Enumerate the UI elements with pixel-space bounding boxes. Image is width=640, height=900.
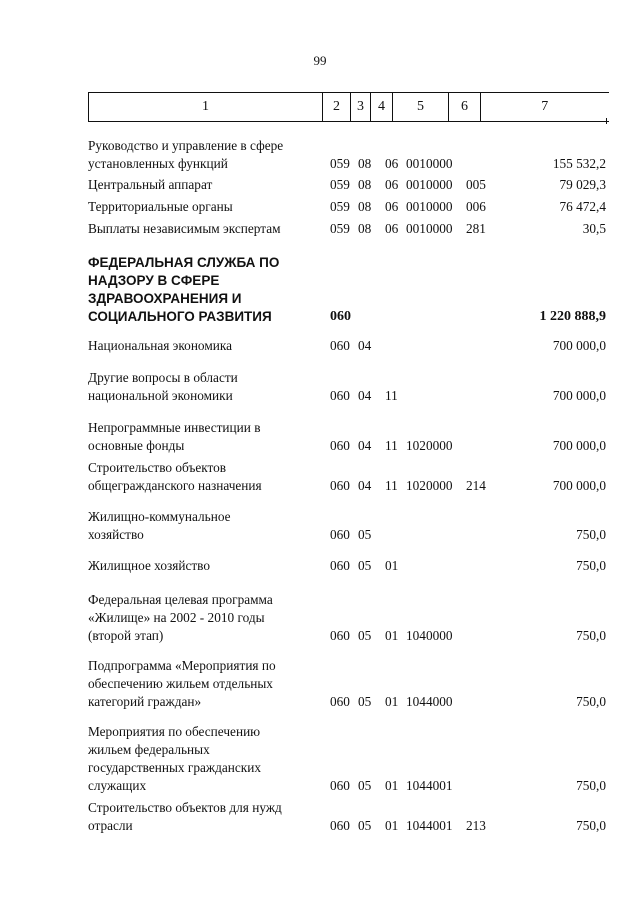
row-name-line: (второй этап): [88, 628, 164, 643]
table-row: [0, 198, 640, 216]
cell-c7: 750,0: [576, 558, 606, 573]
row-name-line: ФЕДЕРАЛЬНАЯ СЛУЖБА ПО: [88, 255, 280, 270]
cell-c5: 0010000: [406, 156, 453, 171]
cell-c5: 0010000: [406, 199, 453, 214]
table-row: [0, 337, 640, 355]
cell-c7: 750,0: [576, 628, 606, 643]
row-name-line: Непрограммные инвестиции в: [88, 420, 261, 435]
cell-c6: 006: [466, 199, 486, 214]
row-name-line: Руководство и управление в сфере: [88, 138, 284, 153]
cell-c4: 01: [385, 778, 399, 793]
row-name-line: основные фонды: [88, 438, 185, 453]
row-name-line: Подпрограмма «Мероприятия по: [88, 658, 276, 673]
row-name-line: служащих: [88, 778, 147, 793]
column-header-2: 2: [323, 93, 351, 122]
cell-c4: 01: [385, 628, 399, 643]
table-row: [0, 723, 640, 795]
cell-c5: 1044000: [406, 694, 453, 709]
cell-c7: 700 000,0: [552, 338, 606, 353]
cell-c7: 155 532,2: [552, 156, 606, 171]
cell-c5: 1020000: [406, 478, 453, 493]
cell-c7: 750,0: [576, 778, 606, 793]
cell-c4: 06: [385, 199, 399, 214]
row-name-line: Национальная экономика: [88, 338, 233, 353]
cell-c4: 01: [385, 694, 399, 709]
table-row: [0, 176, 640, 194]
cell-c5: 1020000: [406, 438, 453, 453]
table-row: [0, 459, 640, 495]
cell-c4: 01: [385, 818, 399, 833]
row-name-line: Жилищно-коммунальное: [88, 509, 231, 524]
table-row: [0, 657, 640, 711]
row-name-line: обеспечению жильем отдельных: [88, 676, 273, 691]
cell-c7: 750,0: [576, 694, 606, 709]
cell-c2: 060: [330, 694, 350, 709]
column-header-4: 4: [371, 93, 393, 122]
cell-c4: 01: [385, 558, 399, 573]
cell-c3: 05: [358, 694, 372, 709]
row-name-line: СОЦИАЛЬНОГО РАЗВИТИЯ: [88, 309, 272, 324]
cell-c3: 08: [358, 156, 372, 171]
table-row: [0, 591, 640, 645]
cell-c2: 059: [330, 156, 350, 171]
row-name-line: НАДЗОРУ В СФЕРЕ: [88, 273, 220, 288]
cell-c3: 08: [358, 199, 372, 214]
cell-c7: 79 029,3: [559, 177, 606, 192]
cell-c2: 060: [330, 527, 350, 542]
cell-c5: 1040000: [406, 628, 453, 643]
row-name-line: Центральный аппарат: [88, 177, 213, 192]
cell-c5: 1044001: [406, 778, 453, 793]
cell-c7: 700 000,0: [552, 388, 606, 403]
cell-c6: 214: [466, 478, 486, 493]
cell-c4: 06: [385, 156, 399, 171]
row-name-line: общегражданского назначения: [88, 478, 262, 493]
table-row: [0, 508, 640, 544]
page-number: 99: [313, 53, 327, 68]
row-codes: [0, 308, 640, 326]
cell-c3: 08: [358, 221, 372, 236]
table-row: [0, 254, 640, 326]
cell-c6: 213: [466, 818, 486, 833]
cell-c4: 06: [385, 221, 399, 236]
row-name-line: Выплаты независимым экспертам: [88, 221, 281, 236]
row-codes: [0, 817, 640, 835]
row-name-line: Строительство объектов для нужд: [88, 800, 282, 815]
cell-c2: 059: [330, 221, 350, 236]
cell-c5: 1044001: [406, 818, 453, 833]
cell-c2: 060: [330, 558, 350, 573]
cell-c3: 04: [358, 388, 372, 403]
cell-c2: 060: [330, 309, 351, 324]
row-name-line: установленных функций: [88, 156, 228, 171]
column-header-7: 7: [481, 93, 609, 122]
row-codes: [0, 557, 640, 575]
table-row: [0, 557, 640, 575]
row-name-line: Федеральная целевая программа: [88, 592, 273, 607]
cell-c7: 750,0: [576, 818, 606, 833]
cell-c4: 11: [385, 438, 398, 453]
row-codes: [0, 477, 640, 495]
row-codes: [0, 526, 640, 544]
row-name-line: жильем федеральных: [88, 742, 210, 757]
column-header-3: 3: [351, 93, 371, 122]
column-header-6: 6: [449, 93, 481, 122]
row-name-line: Другие вопросы в области: [88, 370, 238, 385]
table-row: [0, 799, 640, 835]
cell-c2: 060: [330, 478, 350, 493]
cell-c7: 700 000,0: [552, 478, 606, 493]
table-row: [0, 369, 640, 405]
row-codes: [0, 693, 640, 711]
row-name-line: государственных гражданских: [88, 760, 262, 775]
table-row: [0, 220, 640, 238]
cell-c3: 05: [358, 818, 372, 833]
row-codes: [0, 198, 640, 216]
row-codes: [0, 176, 640, 194]
cell-c7: 30,5: [582, 221, 606, 236]
row-name-line: национальной экономики: [88, 388, 233, 403]
table-row: [0, 137, 640, 173]
row-name-line: хозяйство: [88, 527, 144, 542]
row-codes: [0, 337, 640, 355]
column-header-1: 1: [89, 93, 323, 122]
cell-c2: 060: [330, 818, 350, 833]
row-codes: [0, 627, 640, 645]
cell-c4: 11: [385, 478, 398, 493]
cell-c3: 05: [358, 558, 372, 573]
row-name-line: категорий граждан»: [88, 694, 202, 709]
cell-c7: 750,0: [576, 527, 606, 542]
cell-c3: 08: [358, 177, 372, 192]
cell-c3: 04: [358, 438, 372, 453]
cell-c7: 76 472,4: [559, 199, 606, 214]
row-name-line: «Жилище» на 2002 - 2010 годы: [88, 610, 265, 625]
cell-c3: 05: [358, 778, 372, 793]
row-name-line: Территориальные органы: [88, 199, 233, 214]
cell-c3: 05: [358, 628, 372, 643]
cell-c3: 05: [358, 527, 372, 542]
cell-c2: 059: [330, 199, 350, 214]
cell-c3: 04: [358, 338, 372, 353]
row-name-line: Жилищное хозяйство: [88, 558, 210, 573]
cell-c6: 005: [466, 177, 486, 192]
column-header-5: 5: [393, 93, 449, 122]
row-name-line: Строительство объектов: [88, 460, 227, 475]
row-name-line: отрасли: [88, 818, 133, 833]
cell-c2: 060: [330, 338, 350, 353]
row-codes: [0, 155, 640, 173]
row-codes: [0, 220, 640, 238]
table-row: [0, 419, 640, 455]
cell-c2: 060: [330, 628, 350, 643]
row-codes: [0, 777, 640, 795]
cell-c7: 700 000,0: [552, 438, 606, 453]
row-name-line: ЗДРАВООХРАНЕНИЯ И: [88, 291, 242, 306]
row-codes: [0, 437, 640, 455]
cell-c2: 059: [330, 177, 350, 192]
cell-c3: 04: [358, 478, 372, 493]
cell-c4: 06: [385, 177, 399, 192]
cell-c5: 0010000: [406, 221, 453, 236]
cell-c5: 0010000: [406, 177, 453, 192]
cell-c2: 060: [330, 438, 350, 453]
cell-c7: 1 220 888,9: [539, 309, 606, 324]
cell-c2: 060: [330, 388, 350, 403]
row-codes: [0, 387, 640, 405]
cell-c6: 281: [466, 221, 486, 236]
cell-c4: 11: [385, 388, 398, 403]
cell-c2: 060: [330, 778, 350, 793]
row-name-line: Мероприятия по обеспечению: [88, 724, 261, 739]
